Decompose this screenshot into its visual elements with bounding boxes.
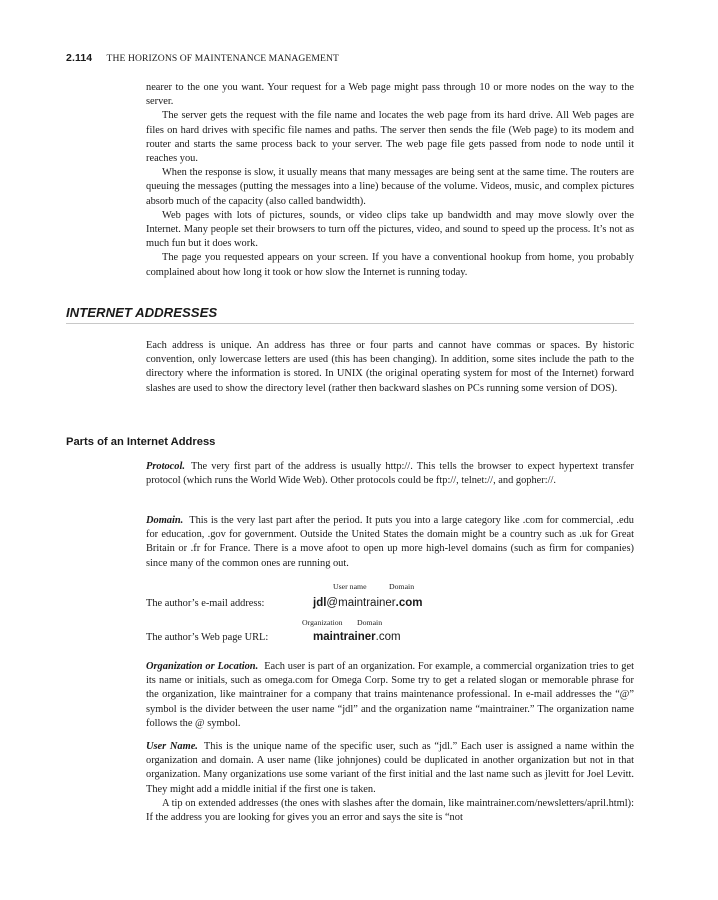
username-text: This is the unique name of the specific user, such as “jdl.” Each user is assigned a name within the organization and domain. A user name (like johnjones) could be duplicated in another organization but not in that organization. Many organizations use some variant of the first initial and the last name such as jlevitt for Joel Levitt. They might add a middle initial if the first one is taken. [146, 741, 634, 795]
protocol-text: The very first part of the address is usually http://. This tells the browser to expect hypertext transfer protocol (which runs the World Wide Web). Other protocols could be ftp://, telnet://, and gopher://. [146, 461, 634, 487]
paragraph: Web pages with lots of pictures, sounds, or video clips take up bandwidth and may move slowly over the Internet. Many people set their browsers to turn off the pictures, video, and sound to speed up the process. It’s not as much fun but it does work. [146, 209, 634, 250]
url-example [313, 631, 401, 643]
email-user: jdl [313, 597, 327, 609]
url-label: The author’s Web page URL: [146, 632, 269, 643]
term-domain: Domain. [146, 515, 184, 526]
subsection-title: Parts of an Internet Address [66, 436, 216, 448]
email-address-example [313, 597, 422, 609]
caption-user-name: User name [333, 582, 367, 591]
page-number: 2.114 [66, 52, 93, 64]
email-org: maintrainer [338, 597, 396, 609]
domain-paragraph [146, 514, 634, 571]
caption-domain: Domain [389, 582, 415, 591]
section-title: INTERNET ADDRESSES [66, 305, 218, 320]
caption-organization: Organization [302, 618, 343, 627]
paragraph: A tip on extended addresses (the ones with slashes after the domain, like maintrainer.com/newsletters/april.html): If the address you are looking for gives you an error and says the site is “not [146, 797, 634, 824]
email-domain: .com [395, 597, 423, 609]
url-domain: .com [375, 631, 401, 643]
organization-text: Each user is part of an organization. For example, a commercial organization tries to get its name or initials, such as omega.com for Omega Corp. Some try to get a related slogan or memorable phrase for the organization, like maintrainer for a company that trains maintenance professional. In e-mail addresses the “@” symbol is the divider between the user name “jdl” and the organization name “maintrainer.” The organization name follows the @ symbol. [146, 661, 634, 729]
email-label: The author’s e-mail address: [146, 598, 265, 609]
paragraph: When the response is slow, it usually means that many messages are being sent at the same time. The routers are queuing the messages (putting the messages into a line) because of the volume. Videos, music, and complex pictures absorb much of the capacity (also called bandwidth). [146, 167, 634, 207]
term-user-name: User Name. [146, 741, 198, 752]
paragraph: nearer to the one you want. Your request for a Web page might pass through 10 or more nodes on the way to the server. [146, 82, 634, 108]
paragraph: The page you requested appears on your screen. If you have a conventional hookup from home, you probably complained about how long it took or how slow the Internet is running today. [146, 252, 634, 278]
email-at: @ [326, 597, 339, 609]
term-organization: Organization or Location. [146, 661, 259, 672]
caption-domain-2: Domain [357, 618, 383, 627]
protocol-paragraph [146, 460, 634, 488]
running-header [66, 52, 339, 64]
organization-paragraph [146, 660, 634, 731]
username-paragraph [146, 740, 634, 825]
running-title: THE HORIZONS OF MAINTENANCE MANAGEMENT [106, 53, 339, 64]
section-paragraph [146, 339, 634, 396]
intro-text [146, 81, 634, 280]
term-protocol: Protocol. [146, 461, 185, 472]
url-org: maintrainer [313, 631, 376, 643]
domain-text: This is the very last part after the period. It puts you into a large category like .com for commercial, .edu for education, .gov for government. Outside the United States the domain might be a country such as .uk for Great Britain or .fr for France. There is a move afoot to open up more high-level domains (such as firm for companies) since many of the common ones are running out. [146, 515, 634, 569]
paragraph: Each address is unique. An address has three or four parts and cannot have commas or spaces. By historic convention, only lowercase letters are used (this has been changing). In addition, some sites include the path to the directory where the information is stored. In UNIX (the original operating system for most of the Internet) forward slashes are used to show the directory level (rather then backward slashes on PCs running some version of DOS). [146, 340, 634, 394]
paragraph: The server gets the request with the file name and locates the web page from its hard drive. All Web pages are files on hard drives with specific file names and paths. The server then sends the file (Web page) to its modem and router and starts the same process back to your server. The web page file gets passed from node to node until it reaches you. [146, 110, 634, 165]
section-rule [66, 323, 634, 324]
